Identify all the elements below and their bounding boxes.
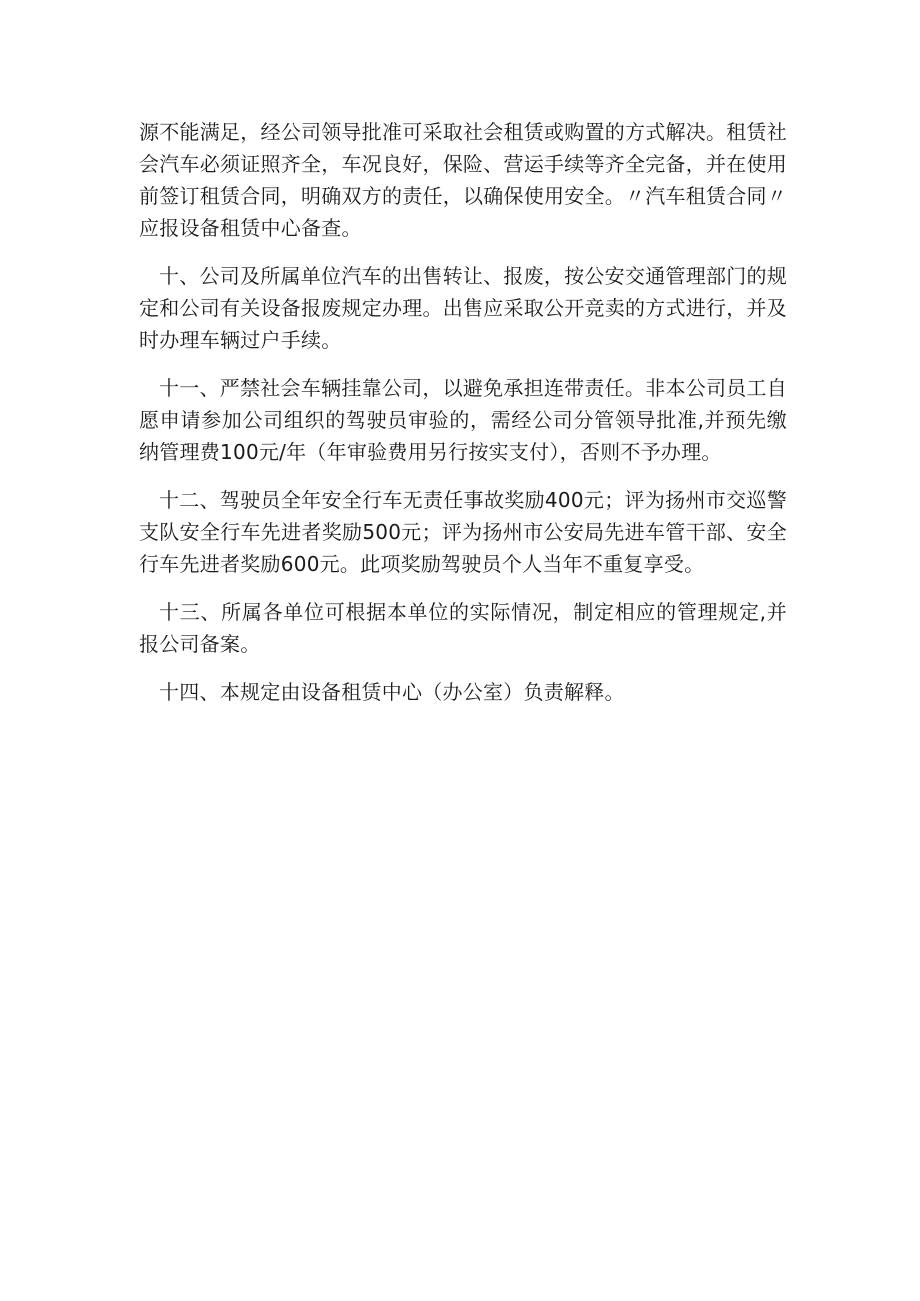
paragraph-article-10: 十、公司及所属单位汽车的出售转让、报废，按公安交通管理部门的规定和公司有关设备报废规定办理。出售应采取公开竞卖的方式进行，并及时办理车辆过户手续。 <box>139 264 787 352</box>
paragraph-article-13: 十三、所属各单位可根据本单位的实际情况，制定相应的管理规定,并报公司备案。 <box>139 600 787 656</box>
document-body <box>139 116 787 724</box>
paragraph-article-12: 十二、驾驶员全年安全行车无责任事故奖励400元；评为扬州市交巡警支队安全行车先进者奖励500元；评为扬州市公安局先进车管干部、安全行车先进者奖励600元。此项奖励驾驶员个人当年不重复享受。 <box>139 488 787 576</box>
paragraph-continuation: 源不能满足，经公司领导批准可采取社会租赁或购置的方式解决。租赁社会汽车必须证照齐全，车况良好，保险、营运手续等齐全完备，并在使用前签订租赁合同，明确双方的责任，以确保使用安全。〃汽车租赁合同〃应报设备租赁中心备查。 <box>139 120 787 240</box>
paragraph-article-11: 十一、严禁社会车辆挂靠公司，以避免承担连带责任。非本公司员工自愿申请参加公司组织的驾驶员审验的，需经公司分管领导批准,并预先缴纳管理费100元/年（年审验费用另行按实支付），否则不予办理。 <box>139 376 787 464</box>
paragraph-article-14: 十四、本规定由设备租赁中心（办公室）负责解释。 <box>159 680 625 704</box>
